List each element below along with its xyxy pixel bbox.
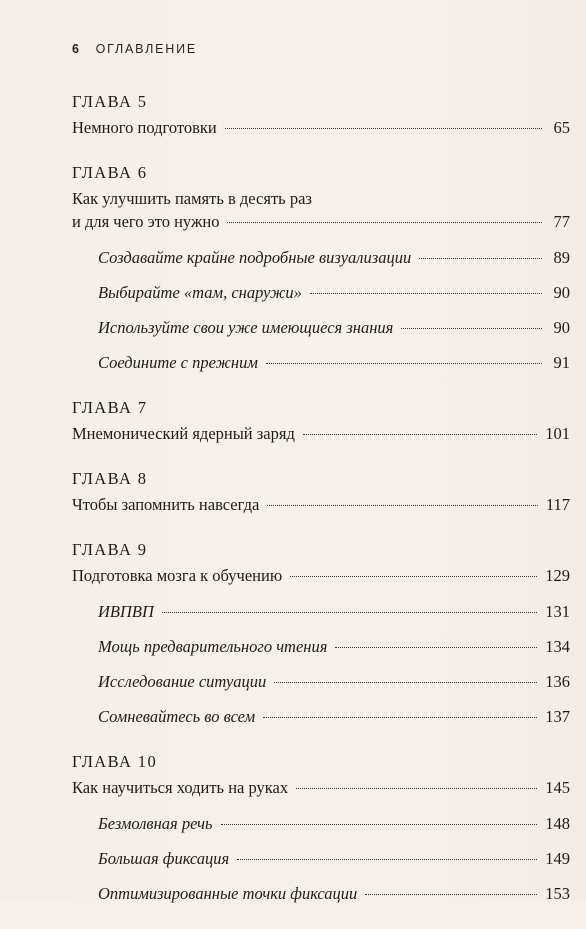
page-number: 134 xyxy=(545,637,570,656)
dot-leader xyxy=(263,717,537,718)
page-number: 117 xyxy=(545,495,570,514)
dot-leader xyxy=(290,576,537,577)
toc-chapter xyxy=(72,540,570,728)
toc-subentry[interactable] xyxy=(72,812,570,835)
page-number: 129 xyxy=(545,566,570,585)
dot-leader xyxy=(419,258,542,259)
dot-leader xyxy=(237,859,537,860)
toc-subentry[interactable] xyxy=(72,670,570,693)
page-number: 77 xyxy=(553,212,570,231)
page-number: 89 xyxy=(553,248,570,267)
section-title: Выбирайте «там, снаружи» xyxy=(98,283,302,302)
page-number: 149 xyxy=(545,849,570,868)
page-number: 90 xyxy=(553,283,570,302)
dot-leader xyxy=(266,363,542,364)
dot-leader xyxy=(365,894,537,895)
toc-subentry[interactable] xyxy=(72,635,570,658)
toc-chapter xyxy=(72,92,570,139)
dot-leader xyxy=(221,824,538,825)
table-of-contents xyxy=(72,92,570,929)
section-title: Большая фиксация xyxy=(98,849,230,868)
dot-leader xyxy=(335,647,537,648)
dot-leader xyxy=(274,682,537,683)
section-title: Исследование ситуации xyxy=(98,672,267,691)
chapter-label: ГЛАВА 5 xyxy=(72,92,148,111)
page-number: 137 xyxy=(545,707,570,726)
toc-entry[interactable] xyxy=(72,776,570,799)
chapter-title: Подготовка мозга к обучению xyxy=(72,566,283,585)
chapter-title-line: Как улучшить память в десять раз xyxy=(72,189,312,208)
section-title: Мощь предварительного чтения xyxy=(98,637,328,656)
chapter-title: Чтобы запомнить навсегда xyxy=(72,495,260,514)
dot-leader xyxy=(303,434,537,435)
dot-leader xyxy=(310,293,542,294)
section-title: Создавайте крайне подробные визуализации xyxy=(98,248,412,267)
toc-subentry[interactable] xyxy=(72,281,570,304)
toc-subentry[interactable] xyxy=(72,246,570,269)
chapter-label: ГЛАВА 8 xyxy=(72,469,148,488)
page-number: 90 xyxy=(553,318,570,337)
toc-entry[interactable] xyxy=(72,493,570,516)
toc-chapter xyxy=(72,752,570,905)
section-title: ИВПВП xyxy=(98,602,154,621)
toc-subentry[interactable] xyxy=(72,847,570,870)
dot-leader xyxy=(225,128,542,129)
section-title: Соедините с прежним xyxy=(98,353,258,372)
dot-leader xyxy=(162,612,537,613)
chapter-title: Немного подготовки xyxy=(72,118,217,137)
page-number: 148 xyxy=(545,814,570,833)
header-title: ОГЛАВЛЕНИЕ xyxy=(95,42,198,56)
toc-entry[interactable] xyxy=(72,422,570,445)
toc-subentry[interactable] xyxy=(72,316,570,339)
chapter-title: Мнемонический ядерный заряд xyxy=(72,424,295,443)
toc-chapter xyxy=(72,469,570,516)
section-title: Безмолвная речь xyxy=(98,814,213,833)
toc-entry[interactable] xyxy=(72,116,570,139)
page-number: 145 xyxy=(545,778,570,797)
chapter-label: ГЛАВА 9 xyxy=(72,540,148,559)
page-number: 101 xyxy=(545,424,570,443)
section-title: Используйте свои уже имеющиеся знания xyxy=(98,318,394,337)
running-header xyxy=(72,42,197,56)
page-number: 153 xyxy=(545,884,570,903)
chapter-label: ГЛАВА 7 xyxy=(72,398,148,417)
toc-chapter xyxy=(72,163,570,374)
dot-leader xyxy=(227,222,542,223)
section-title: Оптимизированные точки фиксации xyxy=(98,884,358,903)
dot-leader xyxy=(296,788,537,789)
toc-subentry[interactable] xyxy=(72,882,570,905)
toc-subentry[interactable] xyxy=(72,351,570,374)
toc-entry[interactable] xyxy=(72,564,570,587)
header-page-number: 6 xyxy=(72,42,81,56)
toc-subentry[interactable] xyxy=(72,705,570,728)
chapter-title: и для чего это нужно xyxy=(72,212,220,231)
toc-subentry[interactable] xyxy=(72,600,570,623)
chapter-label: ГЛАВА 6 xyxy=(72,163,148,182)
chapter-label: ГЛАВА 10 xyxy=(72,752,158,771)
dot-leader xyxy=(267,505,538,506)
section-title: Сомневайтесь во всем xyxy=(98,707,256,726)
page-number: 65 xyxy=(553,118,570,137)
toc-chapter xyxy=(72,398,570,445)
page-number: 91 xyxy=(553,353,570,372)
dot-leader xyxy=(401,328,542,329)
page-number: 136 xyxy=(545,672,570,691)
page-number: 131 xyxy=(545,602,570,621)
chapter-title: Как научиться ходить на руках xyxy=(72,778,289,797)
toc-entry[interactable] xyxy=(72,210,570,233)
